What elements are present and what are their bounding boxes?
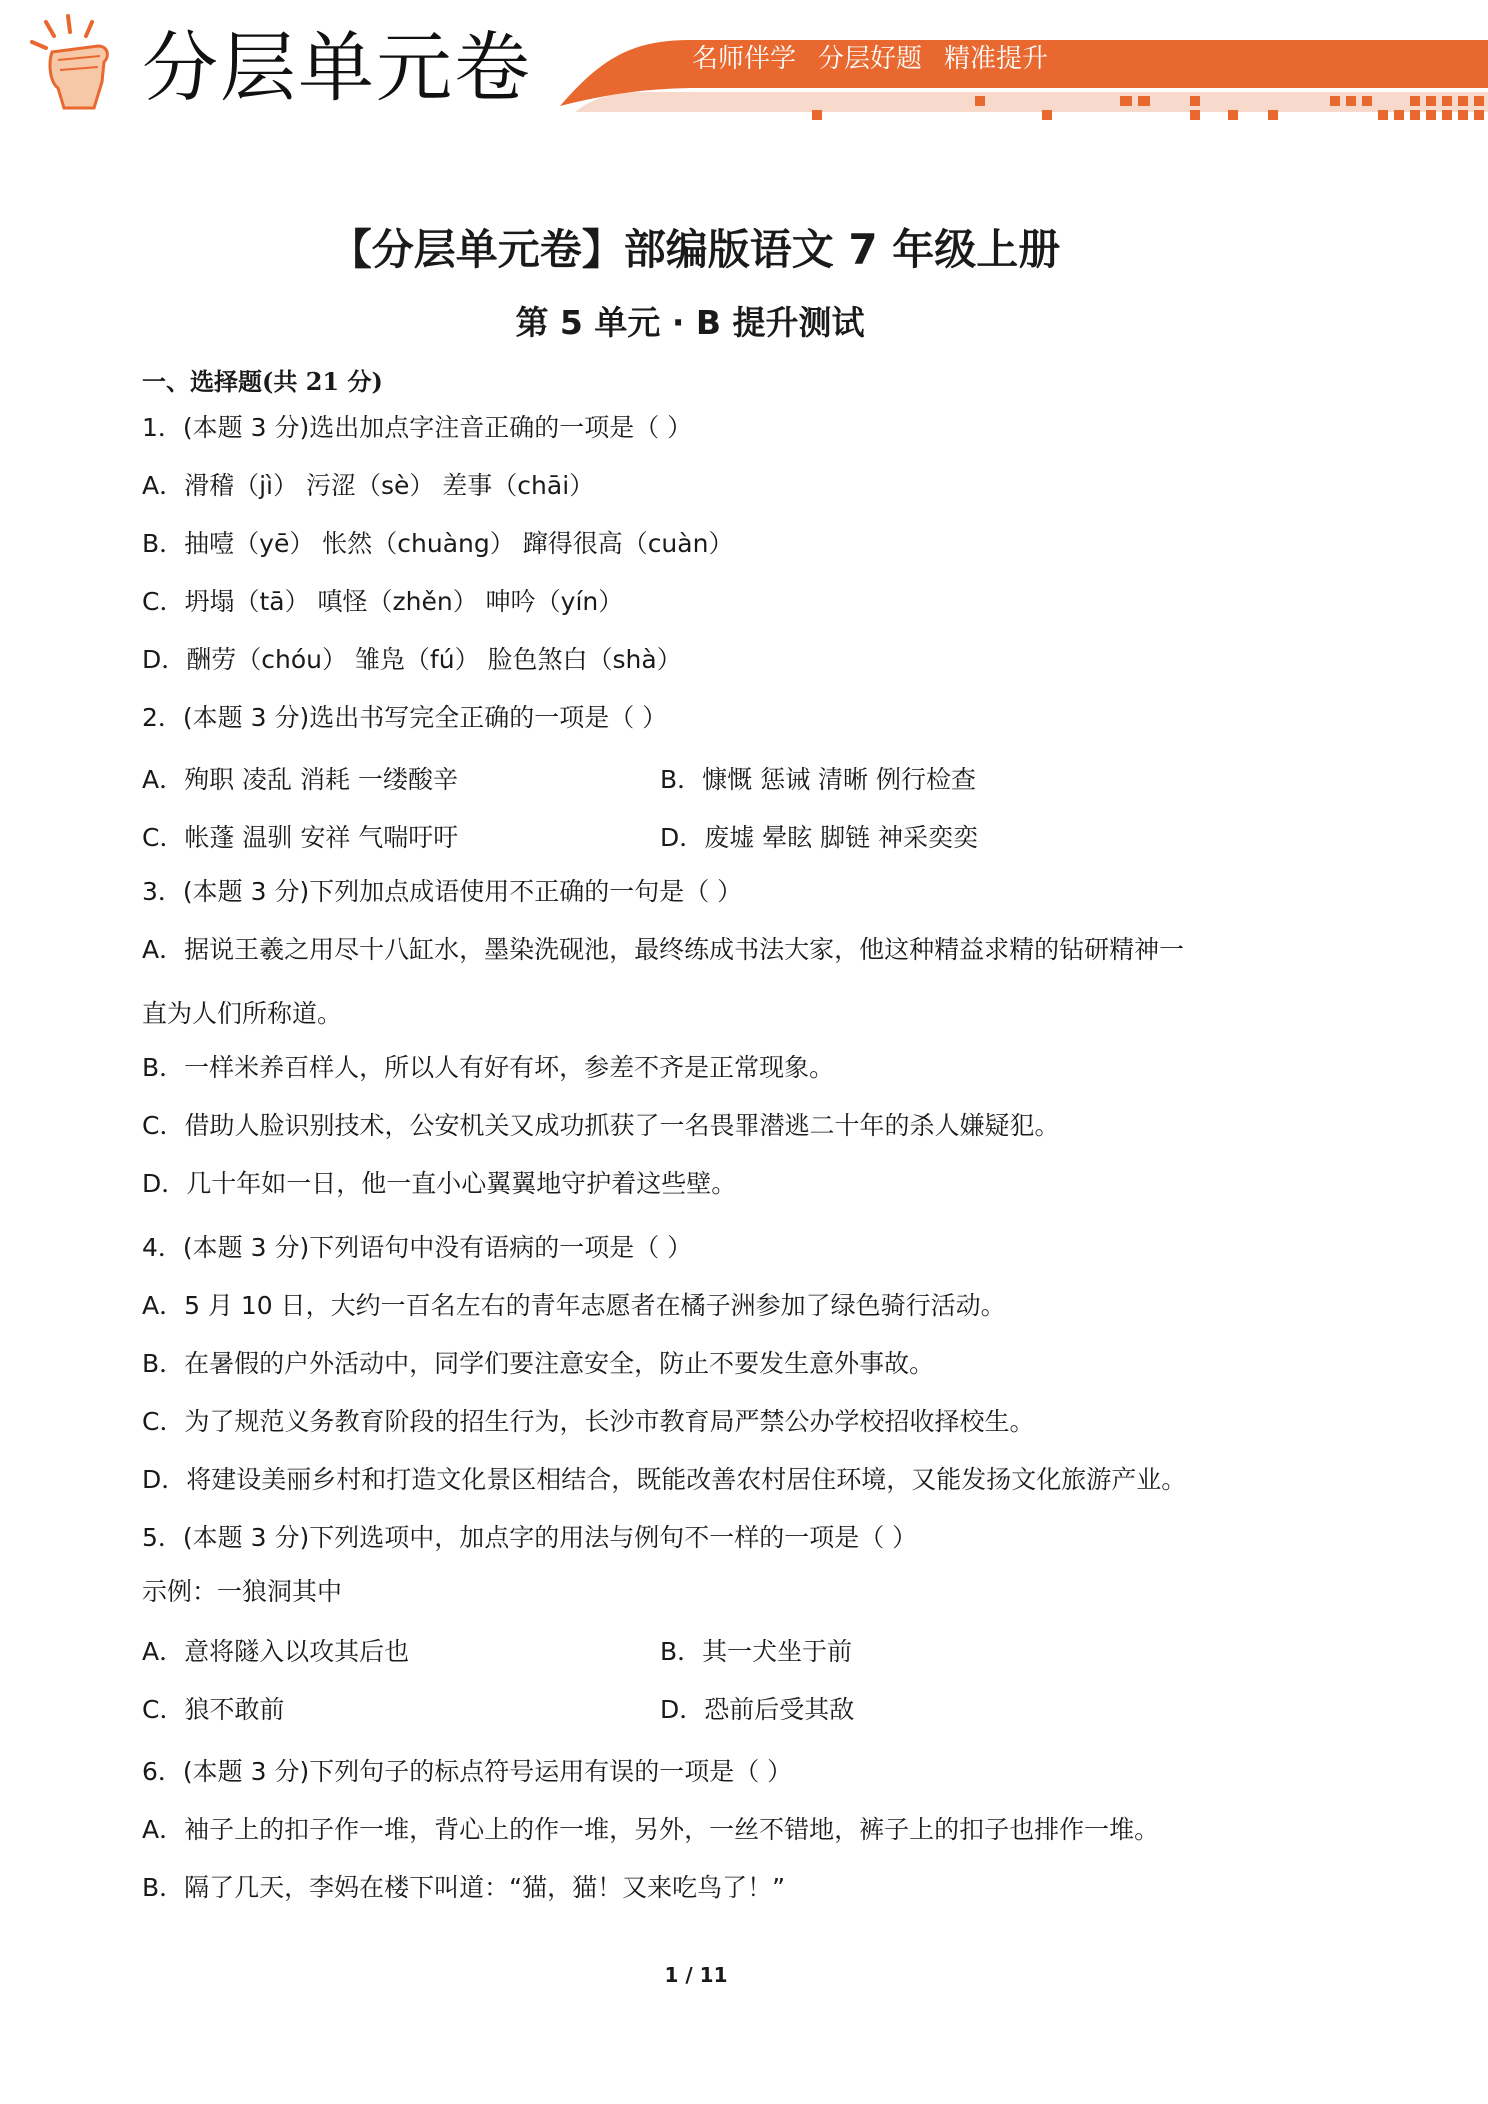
question-3-option-b: B．一样米养百样人，所以人有好有坏，参差不齐是正常现象。 bbox=[142, 1053, 835, 1082]
page-header bbox=[0, 0, 1488, 130]
slogan-3: 精准提升 bbox=[944, 44, 1049, 74]
question-5-option-b: B．其一犬坐于前 bbox=[660, 1637, 853, 1666]
question-4-option-a: A．5 月 10 日，大约一百名左右的青年志愿者在橘子洲参加了绿色骑行活动。 bbox=[142, 1291, 1006, 1320]
question-1-option-c: C．坍塌（tā） 嗔怪（zhěn） 呻吟（yín） bbox=[142, 587, 624, 616]
question-1-option-b: B．抽噎（yē） 怅然（chuàng） 蹿得很高（cuàn） bbox=[142, 529, 734, 558]
question-2-option-c: C．帐蓬 温驯 安祥 气喘吁吁 bbox=[142, 823, 459, 852]
question-1-option-d: D．酬劳（chóu） 雏凫（fú） 脸色煞白（shà） bbox=[142, 645, 682, 674]
question-3-option-a-continued: 直为人们所称道。 bbox=[142, 999, 343, 1028]
raised-fist-icon bbox=[18, 12, 138, 112]
question-2-option-d: D．废墟 晕眩 脚链 神采奕奕 bbox=[660, 823, 979, 852]
question-3-option-a: A．据说王羲之用尽十八缸水，墨染洗砚池，最终练成书法大家，他这种精益求精的钻研精神一 bbox=[142, 935, 1185, 964]
question-4-option-c: C．为了规范义务教育阶段的招生行为，长沙市教育局严禁公办学校招收择校生。 bbox=[142, 1407, 1035, 1436]
question-2-option-a: A．殉职 凌乱 消耗 一缕酸辛 bbox=[142, 765, 458, 794]
brand-title: 分层单元卷 bbox=[142, 23, 532, 112]
slogan-1: 名师伴学 bbox=[692, 44, 797, 74]
question-1-option-a: A．滑稽（jì） 污涩（sè） 差事（chāi） bbox=[142, 471, 595, 500]
question-5-option-a: A．意将隧入以攻其后也 bbox=[142, 1637, 410, 1666]
question-6-stem: 6．(本题 3 分)下列句子的标点符号运用有误的一项是（ ） bbox=[142, 1757, 793, 1786]
question-3-option-c: C．借助人脸识别技术，公安机关又成功抓获了一名畏罪潜逃二十年的杀人嫌疑犯。 bbox=[142, 1111, 1060, 1140]
document-subtitle: 第 5 单元 · B 提升测试 bbox=[515, 303, 865, 342]
document-title: 【分层单元卷】部编版语文 7 年级上册 bbox=[329, 225, 1061, 274]
question-3-option-d: D．几十年如一日，他一直小心翼翼地守护着这些壁。 bbox=[142, 1169, 737, 1198]
question-6-option-b: B．隔了几天，李妈在楼下叫道：“猫，猫！又来吃鸟了！” bbox=[142, 1873, 786, 1902]
question-2-stem: 2．(本题 3 分)选出书写完全正确的一项是（ ） bbox=[142, 703, 668, 732]
question-5-option-d: D．恐前后受其敌 bbox=[660, 1695, 855, 1724]
page-number: 1 / 11 bbox=[664, 1963, 728, 1987]
section-heading: 一、选择题(共 21 分) bbox=[142, 367, 383, 396]
question-2-option-b: B．慷慨 惩诫 清晰 例行检查 bbox=[660, 765, 976, 794]
question-3-stem: 3．(本题 3 分)下列加点成语使用不正确的一句是（ ） bbox=[142, 877, 743, 906]
question-4-option-b: B．在暑假的户外活动中，同学们要注意安全，防止不要发生意外事故。 bbox=[142, 1349, 935, 1378]
question-6-option-a: A．袖子上的扣子作一堆，背心上的作一堆，另外，一丝不错地，裤子上的扣子也排作一堆。 bbox=[142, 1815, 1160, 1844]
question-5-example: 示例：一狼洞其中 bbox=[142, 1577, 343, 1606]
question-5-option-c: C．狼不敢前 bbox=[142, 1695, 285, 1724]
question-4-stem: 4．(本题 3 分)下列语句中没有语病的一项是（ ） bbox=[142, 1233, 693, 1262]
slogan-2: 分层好题 bbox=[818, 44, 923, 74]
question-4-option-d: D．将建设美丽乡村和打造文化景区相结合，既能改善农村居住环境，又能发扬文化旅游产业。 bbox=[142, 1465, 1187, 1494]
question-1-stem: 1．(本题 3 分)选出加点字注音正确的一项是（ ） bbox=[142, 413, 693, 442]
question-5-stem: 5．(本题 3 分)下列选项中，加点字的用法与例句不一样的一项是（ ） bbox=[142, 1523, 918, 1552]
